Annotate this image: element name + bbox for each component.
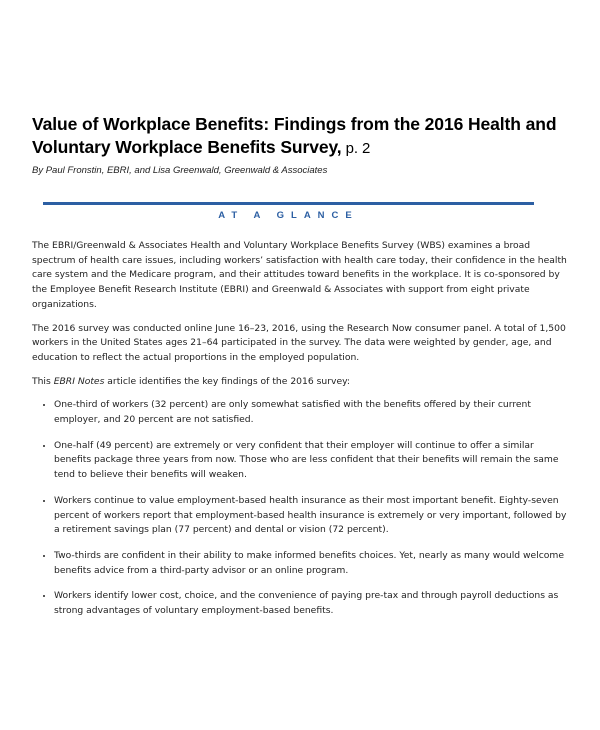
title-main: Value of Workplace Benefits: Findings from the 2016 Health and Voluntary Workplace Benefits Survey, [32,114,557,157]
page-title [32,113,577,160]
finding-item: • One-half (49 percent) are extremely or very confident that their employer will continue to offer a similar benefits package three years from now. Those who are less confident that their benefits will remain the same tend to believe their benefits will weaken. [54,439,572,483]
findings-list [32,398,572,618]
section-heading: AT A GLANCE [218,210,359,221]
byline: By Paul Fronstin, EBRI, and Lisa Greenwald, Greenwald & Associates [32,165,328,176]
lead-prefix: This [32,375,54,387]
publication-name: EBRI Notes [53,375,105,387]
title-page-ref: p. 2 [341,140,371,157]
lead-suffix: article identifies the key findings of the 2016 survey: [104,375,350,387]
finding-item: • Two-thirds are confident in their ability to make informed benefits choices. Yet, nearly as many would welcome benefits advice from a third-party advisor or an online program. [54,549,572,578]
paragraph-intro: The EBRI/Greenwald & Associates Health and Voluntary Workplace Benefits Survey (WBS) examines a broad spectrum of health care issues, including workers’ satisfaction with health care today, their confidence in the health care system and the Medicare program, and their attitudes toward benefits in the workplace. It is co-sponsored by the Employee Benefit Research Institute (EBRI) and Greenwald & Associates with support from eight private organizations. [32,240,567,310]
article-body [32,239,572,630]
finding-item: • Workers continue to value employment-based health insurance as their most important benefit. Eighty-seven percent of workers report that employment-based health insurance is extremely or very important, followed by a retirement savings plan (77 percent) and dental or vision (72 percent). [54,494,572,538]
section-divider [43,202,534,205]
paragraph-findings-lead [32,375,572,390]
finding-item: • One-third of workers (32 percent) are only somewhat satisfied with the benefits offered by their current employer, and 20 percent are not satisfied. [54,398,572,427]
paragraph-method: The 2016 survey was conducted online June 16–23, 2016, using the Research Now consumer panel. A total of 1,500 workers in the United States ages 21–64 participated in the survey. The data were weighted by gender, age, and education to reflect the actual proportions in the employed population. [32,322,566,363]
finding-item: • Workers identify lower cost, choice, and the convenience of paying pre-tax and through payroll deductions as strong advantages of voluntary employment-based benefits. [54,589,572,618]
